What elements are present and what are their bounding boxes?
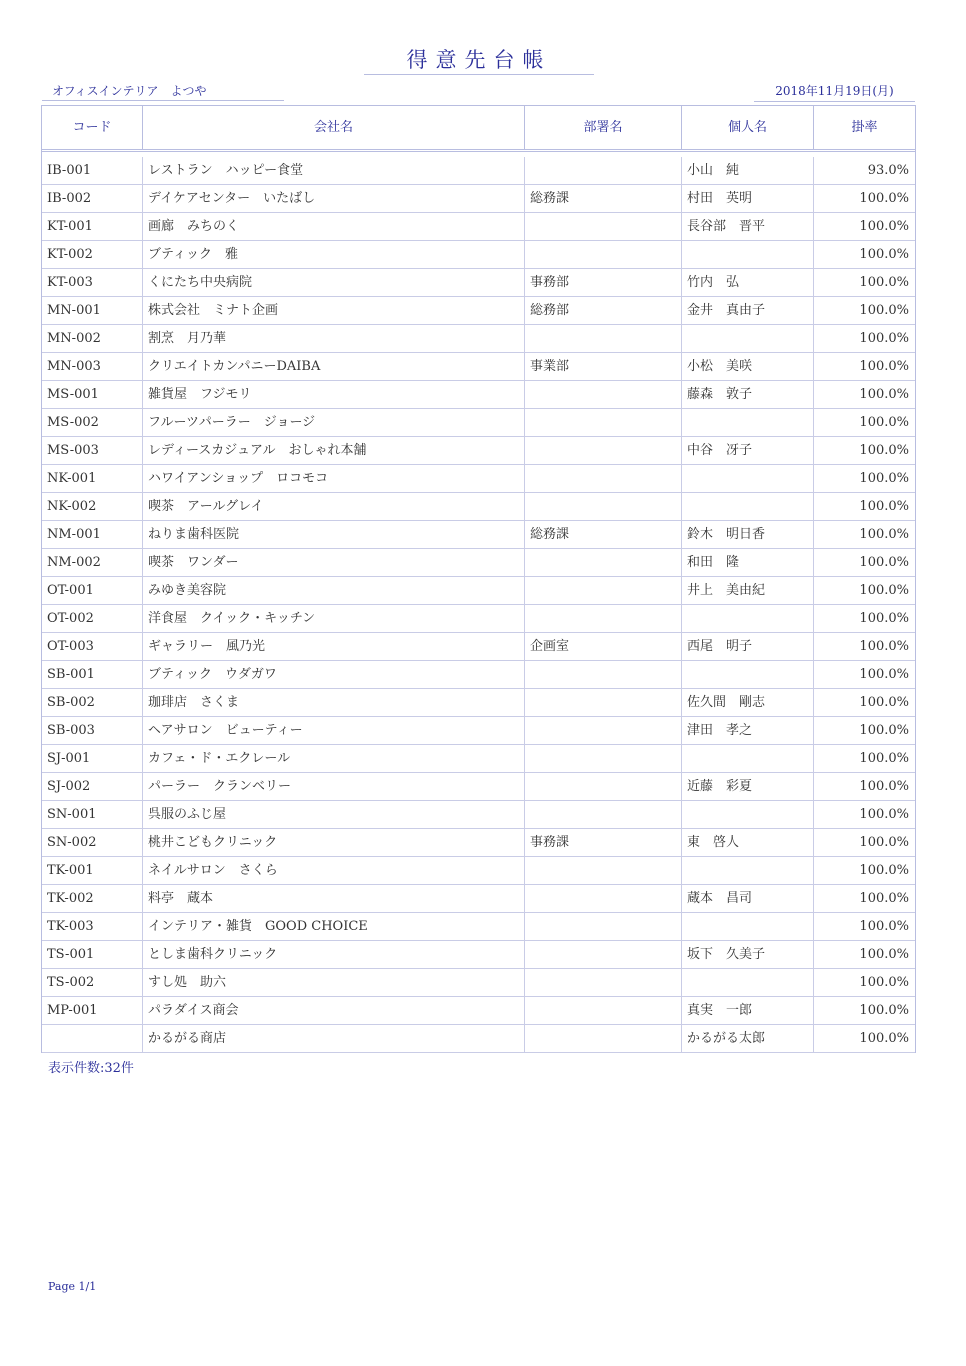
- cell-code: SN-001: [42, 801, 143, 828]
- cell-rate: 100.0%: [859, 807, 909, 822]
- cell-person: 竹内 弘: [682, 269, 814, 296]
- cell-department: [525, 1025, 682, 1052]
- table-row: [42, 661, 915, 689]
- cell-department: [525, 549, 682, 576]
- cell-company: 画廊 みちのく: [143, 213, 525, 240]
- cell-department: [525, 381, 682, 408]
- cell-rate: 100.0%: [859, 443, 909, 458]
- cell-person: [682, 745, 814, 772]
- cell-rate: 100.0%: [859, 835, 909, 850]
- cell-rate: 100.0%: [859, 751, 909, 766]
- cell-department: [525, 857, 682, 884]
- cell-rate: 100.0%: [859, 667, 909, 682]
- cell-rate: 100.0%: [859, 723, 909, 738]
- cell-person: 東 啓人: [682, 829, 814, 856]
- cell-rate: 100.0%: [859, 891, 909, 906]
- cell-company: フルーツパーラー ジョージ: [143, 409, 525, 436]
- cell-code: MS-002: [42, 409, 143, 436]
- cell-rate: 100.0%: [859, 947, 909, 962]
- cell-department: [525, 745, 682, 772]
- cell-department: [525, 577, 682, 604]
- cell-company: デイケアセンター いたばし: [143, 185, 525, 212]
- cell-rate: 100.0%: [859, 219, 909, 234]
- cell-code: NM-002: [42, 549, 143, 576]
- cell-department: [525, 801, 682, 828]
- cell-company: 珈琲店 さくま: [143, 689, 525, 716]
- cell-department: [525, 409, 682, 436]
- cell-person: 長谷部 晋平: [682, 213, 814, 240]
- cell-person: [682, 801, 814, 828]
- cell-rate: 100.0%: [859, 555, 909, 570]
- company-name: オフィスインテリア よつや: [42, 83, 284, 101]
- cell-rate: 100.0%: [859, 499, 909, 514]
- cell-company: 株式会社 ミナト企画: [143, 297, 525, 324]
- cell-rate: 100.0%: [859, 387, 909, 402]
- cell-person: [682, 969, 814, 996]
- cell-company: カフェ・ド・エクレール: [143, 745, 525, 772]
- table-row: [42, 633, 915, 661]
- cell-department: [525, 689, 682, 716]
- cell-company: ネイルサロン さくら: [143, 857, 525, 884]
- cell-person: 中谷 冴子: [682, 437, 814, 464]
- table-row: [42, 997, 915, 1025]
- cell-person: 津田 孝之: [682, 717, 814, 744]
- cell-code: KT-003: [42, 269, 143, 296]
- cell-rate: 100.0%: [859, 471, 909, 486]
- cell-rate: 100.0%: [859, 359, 909, 374]
- cell-rate: 100.0%: [859, 1031, 909, 1046]
- cell-department: [525, 913, 682, 940]
- cell-code: SN-002: [42, 829, 143, 856]
- cell-code: OT-001: [42, 577, 143, 604]
- cell-department: [525, 773, 682, 800]
- cell-company: かるがる商店: [143, 1025, 525, 1052]
- cell-code: MN-002: [42, 325, 143, 352]
- report-title: 得意先台帳: [364, 44, 594, 75]
- cell-rate: 100.0%: [859, 695, 909, 710]
- cell-person: 小山 純: [682, 157, 814, 184]
- header-rate: 掛率: [851, 120, 878, 135]
- table-row: [42, 297, 915, 325]
- cell-code: MN-003: [42, 353, 143, 380]
- cell-department: [525, 157, 682, 184]
- cell-rate: 100.0%: [859, 303, 909, 318]
- table-row: [42, 717, 915, 745]
- cell-department: 総務部: [525, 297, 682, 324]
- table-row: [42, 1025, 915, 1053]
- cell-rate: 100.0%: [859, 1003, 909, 1018]
- cell-department: [525, 437, 682, 464]
- cell-person: 村田 英明: [682, 185, 814, 212]
- cell-person: [682, 465, 814, 492]
- header-code: コード: [42, 106, 143, 149]
- table-row: [42, 577, 915, 605]
- cell-rate: 100.0%: [859, 583, 909, 598]
- cell-code: MS-001: [42, 381, 143, 408]
- cell-code: KT-001: [42, 213, 143, 240]
- cell-code: NM-001: [42, 521, 143, 548]
- cell-company: ブティック 雅: [143, 241, 525, 268]
- cell-rate: 100.0%: [859, 639, 909, 654]
- cell-code: IB-002: [42, 185, 143, 212]
- cell-company: ハワイアンショップ ロコモコ: [143, 465, 525, 492]
- record-count: 表示件数:32件: [48, 1061, 134, 1076]
- cell-department: 総務課: [525, 185, 682, 212]
- cell-department: [525, 717, 682, 744]
- cell-rate: 100.0%: [859, 331, 909, 346]
- cell-department: [525, 241, 682, 268]
- table-header-row: [42, 106, 915, 152]
- cell-department: [525, 661, 682, 688]
- cell-company: 呉服のふじ屋: [143, 801, 525, 828]
- cell-department: [525, 997, 682, 1024]
- cell-person: 近藤 彩夏: [682, 773, 814, 800]
- table-row: [42, 885, 915, 913]
- cell-company: インテリア・雑貨 GOOD CHOICE: [143, 913, 525, 940]
- table-row: [42, 269, 915, 297]
- table-row: [42, 381, 915, 409]
- cell-person: 西尾 明子: [682, 633, 814, 660]
- cell-person: 鈴木 明日香: [682, 521, 814, 548]
- table-row: [42, 521, 915, 549]
- cell-person: 井上 美由紀: [682, 577, 814, 604]
- cell-code: MS-003: [42, 437, 143, 464]
- cell-company: としま歯科クリニック: [143, 941, 525, 968]
- cell-department: 総務課: [525, 521, 682, 548]
- header-department: 部署名: [525, 106, 682, 149]
- cell-company: 洋食屋 クイック・キッチン: [143, 605, 525, 632]
- table-row: [42, 605, 915, 633]
- table-row: [42, 325, 915, 353]
- cell-code: KT-002: [42, 241, 143, 268]
- cell-person: 佐久間 剛志: [682, 689, 814, 716]
- cell-code: NK-002: [42, 493, 143, 520]
- cell-code: SB-002: [42, 689, 143, 716]
- cell-person: [682, 241, 814, 268]
- cell-rate: 100.0%: [859, 527, 909, 542]
- cell-department: [525, 885, 682, 912]
- cell-department: [525, 465, 682, 492]
- cell-code: OT-003: [42, 633, 143, 660]
- cell-person: 和田 隆: [682, 549, 814, 576]
- cell-company: レストラン ハッピー食堂: [143, 157, 525, 184]
- cell-company: レディースカジュアル おしゃれ本舗: [143, 437, 525, 464]
- header-company: 会社名: [143, 106, 525, 149]
- cell-department: [525, 325, 682, 352]
- cell-company: 喫茶 ワンダー: [143, 549, 525, 576]
- table-row: [42, 801, 915, 829]
- cell-code: SJ-001: [42, 745, 143, 772]
- report-date: 2018年11月19日(月): [754, 83, 915, 102]
- cell-company: パラダイス商会: [143, 997, 525, 1024]
- cell-company: すし処 助六: [143, 969, 525, 996]
- header-person: 個人名: [682, 106, 814, 149]
- table-row: [42, 773, 915, 801]
- cell-rate: 100.0%: [859, 415, 909, 430]
- cell-department: [525, 493, 682, 520]
- cell-department: [525, 969, 682, 996]
- cell-person: 小松 美咲: [682, 353, 814, 380]
- cell-person: 真実 一郎: [682, 997, 814, 1024]
- cell-person: 坂下 久美子: [682, 941, 814, 968]
- table-row: [42, 353, 915, 381]
- table-row: [42, 857, 915, 885]
- cell-company: 桃井こどもクリニック: [143, 829, 525, 856]
- table-row: [42, 969, 915, 997]
- cell-department: [525, 213, 682, 240]
- cell-person: [682, 661, 814, 688]
- table-row: [42, 829, 915, 857]
- cell-company: ヘアサロン ビューティー: [143, 717, 525, 744]
- cell-company: みゆき美容院: [143, 577, 525, 604]
- cell-person: 藤森 敦子: [682, 381, 814, 408]
- cell-rate: 100.0%: [859, 275, 909, 290]
- cell-department: [525, 605, 682, 632]
- cell-person: [682, 913, 814, 940]
- cell-rate: 93.0%: [867, 163, 909, 178]
- cell-code: TK-003: [42, 913, 143, 940]
- cell-code: SJ-002: [42, 773, 143, 800]
- table-row: [42, 213, 915, 241]
- cell-person: [682, 493, 814, 520]
- cell-person: [682, 857, 814, 884]
- table-row: [42, 549, 915, 577]
- cell-rate: 100.0%: [859, 919, 909, 934]
- table-row: [42, 185, 915, 213]
- cell-company: ギャラリー 風乃光: [143, 633, 525, 660]
- cell-company: ねりま歯科医院: [143, 521, 525, 548]
- cell-rate: 100.0%: [859, 611, 909, 626]
- cell-person: [682, 605, 814, 632]
- cell-rate: 100.0%: [859, 191, 909, 206]
- table-row: [42, 493, 915, 521]
- cell-company: 割烹 月乃華: [143, 325, 525, 352]
- cell-code: TK-002: [42, 885, 143, 912]
- table-row: [42, 409, 915, 437]
- cell-department: 事業部: [525, 353, 682, 380]
- cell-person: かるがる太郎: [682, 1025, 814, 1052]
- cell-code: SB-003: [42, 717, 143, 744]
- cell-person: [682, 409, 814, 436]
- cell-rate: 100.0%: [859, 863, 909, 878]
- customer-ledger-table: [41, 105, 916, 1053]
- table-row: [42, 157, 915, 185]
- table-row: [42, 437, 915, 465]
- cell-department: 企画室: [525, 633, 682, 660]
- cell-code: SB-001: [42, 661, 143, 688]
- cell-rate: 100.0%: [859, 247, 909, 262]
- cell-company: 料亭 蔵本: [143, 885, 525, 912]
- table-row: [42, 913, 915, 941]
- cell-company: 喫茶 アールグレイ: [143, 493, 525, 520]
- cell-department: 事務部: [525, 269, 682, 296]
- cell-company: クリエイトカンパニーDAIBA: [143, 353, 525, 380]
- cell-person: [682, 325, 814, 352]
- cell-company: パーラー クランベリー: [143, 773, 525, 800]
- cell-code: IB-001: [42, 157, 143, 184]
- cell-code: TK-001: [42, 857, 143, 884]
- cell-company: 雑貨屋 フジモリ: [143, 381, 525, 408]
- cell-code: OT-002: [42, 605, 143, 632]
- cell-code: MN-001: [42, 297, 143, 324]
- table-row: [42, 745, 915, 773]
- cell-person: 蔵本 昌司: [682, 885, 814, 912]
- cell-company: くにたち中央病院: [143, 269, 525, 296]
- table-row: [42, 465, 915, 493]
- table-body: [42, 157, 915, 1053]
- page-number: Page 1/1: [48, 1280, 97, 1293]
- cell-code: TS-001: [42, 941, 143, 968]
- cell-rate: 100.0%: [859, 975, 909, 990]
- cell-person: 金井 真由子: [682, 297, 814, 324]
- cell-code: NK-001: [42, 465, 143, 492]
- cell-code: TS-002: [42, 969, 143, 996]
- cell-code: [42, 1025, 143, 1052]
- cell-department: [525, 941, 682, 968]
- cell-company: ブティック ウダガワ: [143, 661, 525, 688]
- cell-rate: 100.0%: [859, 779, 909, 794]
- table-row: [42, 689, 915, 717]
- cell-department: 事務課: [525, 829, 682, 856]
- table-row: [42, 941, 915, 969]
- cell-code: MP-001: [42, 997, 143, 1024]
- table-row: [42, 241, 915, 269]
